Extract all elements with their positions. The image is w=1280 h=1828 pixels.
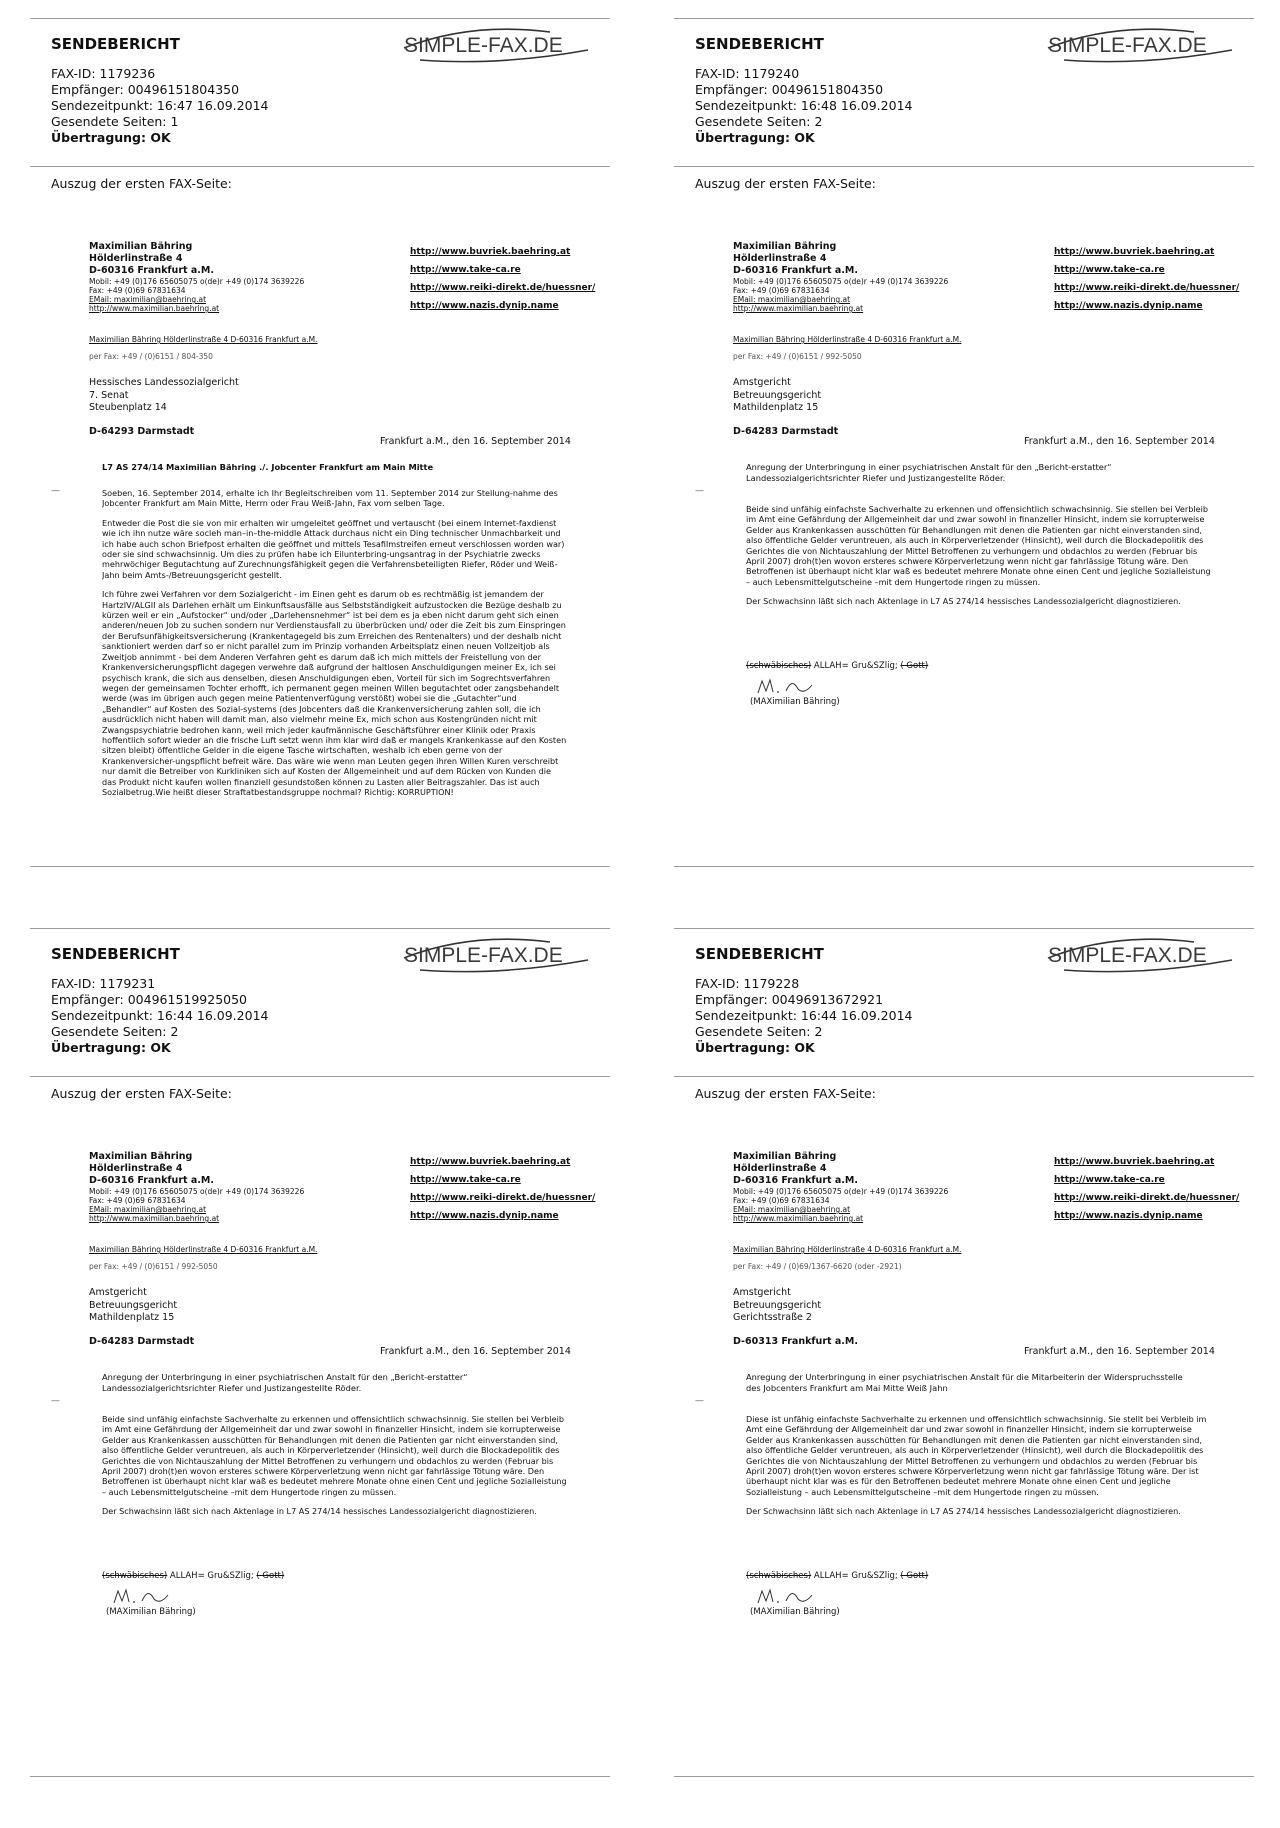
fax-report-4 (674, 928, 1280, 1828)
transfer-status: Übertragung: OK (695, 130, 815, 145)
pages-sent: Gesendete Seiten: 1 (51, 114, 179, 129)
closing-strike-1: (schwäbisches) (746, 1571, 812, 1581)
sender-name: Maximilian Bähring (89, 241, 193, 252)
simple-fax-logo (400, 26, 595, 64)
recipient-address (733, 1287, 821, 1325)
per-fax: per Fax: +49 / (0)6151 / 804-350 (89, 352, 213, 361)
sender-email: EMail: maximilian@baehring.at (89, 1205, 207, 1214)
recipient-line: Steubenplatz 14 (89, 402, 167, 413)
report-title: SENDEBERICHT (51, 35, 180, 53)
link-take-care: http://www.take-ca.re (410, 1175, 521, 1185)
recipient-city: D-64293 Darmstadt (89, 426, 195, 437)
link-reiki: http://www.reiki-direkt.de/huessner/ (410, 1193, 596, 1203)
sender-email: EMail: maximilian@baehring.at (89, 295, 207, 304)
simple-fax-logo (400, 936, 595, 974)
paragraph: Ich führe zwei Verfahren vor dem Sozialgericht - im Einen geht es darum ob es rechtmäßig ist jemandem der HartzIV/ALGII als Darlehen erhält um Einkunftsausfälle aus Selbstständigkeit aufzustocken die Bezüge deshalb zu kürzen weil er ein „Aufstocker“ und/oder „Darlehensnehmer“ ist bei dem es ja eben nicht darum geht sich einen anderen/neuen Job zu suchen sondern nur Verdienstausfall zu überbrücken und/ oder die Zeit bis zum Einspringen der Berufsunfähigkeitsversicherung (Krankentagegeld bis zum Erreichen des Rentenalters) und der deshalb nicht sanktioniert werden darf so er nicht parallel zum im Prinzip vorhanden Arbeitsplatz einen neuen Vollzeitjob als Zweitjob annimmt - bei dem Anderen Verfahren geht es darum daß ich mich mittels der Freistellung von der Krankenversicherungspflicht dagegen verwehre daß aufgrund der haltlosen Anschuldigungen meiner Ex, ich sei psychisch krank, die sich aus denselben, diesen Anschuldigungen eben, Vorteil für sich im Sogrechtsverfahren wegen der gemeinsamen Tochter erhofft, ich permanent gegen meinen Willen begutachtet oder zangsbehandelt werde (was im übrigen auch gegen meine Patientenverfügung verstößt) wobei sie die „Gutachter“und „Behandler“ auf Kosten des Sozial-systems (des Jobcenters daß die Krankenversicherung zahlen soll, die ich ausdrücklich nicht haben will damit man, also vielmehr meine Ex, mich schon aus Kostengründen nicht mit Zwangspsychiatrie bedrohen kann, weil mich jeder kaufmännische Geschäftsführer einer Klinik oder Praxis hoffentlich sofort wieder an die frische Luft setzt wenn ihm klar wird daß er mangels Krankenkasse auf den Kosten sitzen bleibt) öffentliche Gelder in die eigene Tasche wirtschaften, weshalb ich eben gerne von der Krankenversicher-ungspflicht befreit wäre. Das wäre wie wenn man Leuten gegen ihren Willen Kuren verschreibt nur damit die Betreiber von Kurkliniken sich auf Kosten der Allgemeinheit und auf dem Rücken von Kunden die das Produkt nicht kaufen wollen finanziell gesundstoßen können zu Lasten aller Beitragszahler. Das ist auch Sozialbetrug.Wie heißt dieser Straftatbestandsgruppe nochmal? Richtig: KORRUPTION! (102, 589, 567, 797)
sender-name: Maximilian Bähring (89, 1151, 193, 1162)
paragraph: Beide sind unfähig einfachste Sachverhalte zu erkennen und offensichtlich schwachsinnig. Sie stellen bei Verbleib im Amt eine Gefährdung der Allgemeinheit dar und zwar sowohl in finanzeller Hinsicht, indem sie korrupterweise Gelder aus Krankenkassen ausschütten für Behandlungen mit denen die Patienten gar nicht einverstanden sind, also öffentliche Gelder veruntreuen, als auch in Körperverletzender (Hinsicht), weil durch die Blockadepolitik des Gerichtes die von Nichtauszahlung der Mittel Betroffenen zu verhungern und obdachlos zu werden (Februar bis April 2007) droh(t)en wovon ersteres schwere Körperverletzung wenn nicht gar fahrlässige Tötung wäre. Den Betroffenen ist überhaupt nicht klar waß es bedeutet mehrere Monate ohne einen Cent und jegliche Sozialleistung – auch Lebensmittelgutscheine –mit dem Hungertode ringen zu müssen. (746, 504, 1211, 587)
recipient-line: Amstgericht (733, 377, 791, 388)
closing-strike-2: ( Gott) (900, 661, 929, 671)
logo-text: SIMPLE-FAX.DE (1048, 34, 1207, 57)
fax-report-1 (30, 18, 640, 918)
divider-bottom (674, 866, 1254, 867)
divider-mid (30, 1076, 610, 1077)
link-reiki: http://www.reiki-direkt.de/huessner/ (1054, 1193, 1240, 1203)
link-buvriek: http://www.buvriek.baehring.at (1054, 247, 1215, 257)
recipient-line: Betreuungsgericht (733, 1299, 822, 1311)
divider-mid (674, 1076, 1254, 1077)
fax-id: FAX-ID: 1179240 (695, 66, 800, 81)
sender-street: Hölderlinstraße 4 (733, 253, 827, 264)
recipient-city: D-60313 Frankfurt a.M. (733, 1336, 858, 1347)
return-address: Maximilian Bähring Hölderlinstraße 4 D-60316 Frankfurt a.M. (733, 1245, 962, 1254)
fax-report-3 (30, 928, 640, 1828)
signature-icon (754, 673, 824, 699)
sender-block (733, 241, 948, 313)
link-take-care: http://www.take-ca.re (410, 265, 521, 275)
recipient-number: Empfänger: 00496151804350 (695, 82, 884, 97)
letter-body (746, 1414, 1211, 1526)
sender-email: EMail: maximilian@baehring.at (733, 295, 851, 304)
per-fax: per Fax: +49 / (0)6151 / 992-5050 (733, 352, 862, 361)
divider-mid (30, 166, 610, 167)
recipient-address (89, 1287, 177, 1325)
excerpt-label: Auszug der ersten FAX-Seite: (695, 1086, 876, 1101)
divider-bottom (30, 866, 610, 867)
sender-mobil: Mobil: +49 (0)176 65605075 o(de)r +49 (0)174 3639226 (89, 277, 305, 286)
link-list (1054, 1153, 1239, 1225)
recipient-line: Gerichtsstraße 2 (733, 1312, 812, 1323)
letter-date: Frankfurt a.M., den 16. September 2014 (1024, 436, 1215, 447)
link-take-care: http://www.take-ca.re (1054, 1175, 1165, 1185)
link-buvriek: http://www.buvriek.baehring.at (410, 247, 571, 257)
sender-name: Maximilian Bähring (733, 1151, 837, 1162)
fold-mark: — (695, 1396, 704, 1406)
recipient-line: Amstgericht (733, 1287, 791, 1298)
letter-body (102, 488, 567, 860)
recipient-address (733, 377, 821, 415)
fax-meta (51, 66, 268, 146)
signature-icon (754, 1583, 824, 1609)
fax-report-2 (674, 18, 1280, 918)
paragraph: Der Schwachsinn läßt sich nach Aktenlage in L7 AS 274/14 hessisches Landessozialgericht diagnostizieren. (102, 1506, 537, 1517)
divider-top (674, 928, 1254, 929)
sender-street: Hölderlinstraße 4 (733, 1163, 827, 1174)
sender-fax: Fax: +49 (0)69 67831634 (89, 286, 186, 295)
fold-mark: — (51, 486, 60, 496)
send-time: Sendezeitpunkt: 16:47 16.09.2014 (51, 98, 269, 113)
excerpt-label: Auszug der ersten FAX-Seite: (695, 176, 876, 191)
sender-fax: Fax: +49 (0)69 67831634 (89, 1196, 186, 1205)
link-list (410, 243, 595, 315)
report-title: SENDEBERICHT (695, 945, 824, 963)
recipient-line: Betreuungsgericht (89, 1299, 178, 1311)
transfer-status: Übertragung: OK (695, 1040, 815, 1055)
recipient-line: Amstgericht (89, 1287, 147, 1298)
recipient-number: Empfänger: 00496151804350 (51, 82, 240, 97)
sender-web: http://www.maximilian.baehring.at (89, 1214, 220, 1223)
fax-meta (695, 66, 912, 146)
report-title: SENDEBERICHT (51, 945, 180, 963)
fax-meta (51, 976, 268, 1056)
signature-name: (MAXimilian Bähring) (750, 697, 840, 707)
recipient-line: Betreuungsgericht (733, 389, 822, 401)
return-address: Maximilian Bähring Hölderlinstraße 4 D-60316 Frankfurt a.M. (89, 1245, 318, 1254)
fax-meta (695, 976, 912, 1056)
fax-id: FAX-ID: 1179236 (51, 66, 156, 81)
sender-mobil: Mobil: +49 (0)176 65605075 o(de)r +49 (0)174 3639226 (89, 1187, 305, 1196)
divider-top (674, 18, 1254, 19)
link-reiki: http://www.reiki-direkt.de/huessner/ (410, 283, 596, 293)
closing-strike-2: ( Gott) (256, 1571, 285, 1581)
letter-subject: Anregung der Unterbringung in einer psychiatrischen Anstalt für den „Bericht-erstatter“ Landessozialgerichtsrichter Riefer und Justizangestellte Röder. (102, 1372, 468, 1393)
send-time: Sendezeitpunkt: 16:44 16.09.2014 (695, 1008, 913, 1023)
letter-date: Frankfurt a.M., den 16. September 2014 (380, 1346, 571, 1357)
divider-top (30, 18, 610, 19)
sender-block (89, 1151, 304, 1223)
sender-web: http://www.maximilian.baehring.at (733, 1214, 864, 1223)
paragraph: Der Schwachsinn läßt sich nach Aktenlage in L7 AS 274/14 hessisches Landessozialgericht diagnostizieren. (746, 596, 1181, 607)
sender-web: http://www.maximilian.baehring.at (733, 304, 864, 313)
closing-line (102, 1570, 284, 1582)
link-nazis: http://www.nazis.dynip.name (410, 1211, 559, 1221)
link-take-care: http://www.take-ca.re (1054, 265, 1165, 275)
divider-top (30, 928, 610, 929)
divider-bottom (30, 1776, 610, 1777)
logo-text: SIMPLE-FAX.DE (404, 34, 563, 57)
link-buvriek: http://www.buvriek.baehring.at (1054, 1157, 1215, 1167)
link-list (410, 1153, 595, 1225)
transfer-status: Übertragung: OK (51, 1040, 171, 1055)
closing-mid: ALLAH= Gru&SZlig; (167, 1571, 257, 1581)
sender-city: D-60316 Frankfurt a.M. (733, 1175, 858, 1186)
recipient-line: Hessisches Landessozialgericht (89, 377, 239, 388)
letter-body (746, 504, 1211, 616)
closing-line (746, 660, 928, 672)
sender-mobil: Mobil: +49 (0)176 65605075 o(de)r +49 (0)174 3639226 (733, 277, 949, 286)
sender-block (733, 1151, 948, 1223)
sender-web: http://www.maximilian.baehring.at (89, 304, 220, 313)
fold-mark: — (695, 486, 704, 496)
recipient-city: D-64283 Darmstadt (89, 1336, 195, 1347)
fax-id: FAX-ID: 1179231 (51, 976, 156, 991)
sender-block (89, 241, 304, 313)
link-nazis: http://www.nazis.dynip.name (1054, 301, 1203, 311)
signature-name: (MAXimilian Bähring) (750, 1607, 840, 1617)
closing-strike-2: ( Gott) (900, 1571, 929, 1581)
paragraph: Der Schwachsinn läßt sich nach Aktenlage in L7 AS 274/14 hessisches Landessozialgericht diagnostizieren. (746, 1506, 1181, 1517)
per-fax: per Fax: +49 / (0)69/1367-6620 (oder -2921) (733, 1262, 902, 1271)
divider-bottom (674, 1776, 1254, 1777)
sender-street: Hölderlinstraße 4 (89, 1163, 183, 1174)
letter-body (102, 1414, 567, 1526)
simple-fax-logo (1044, 26, 1239, 64)
excerpt-label: Auszug der ersten FAX-Seite: (51, 176, 232, 191)
pages-sent: Gesendete Seiten: 2 (695, 1024, 823, 1039)
sender-street: Hölderlinstraße 4 (89, 253, 183, 264)
report-title: SENDEBERICHT (695, 35, 824, 53)
send-time: Sendezeitpunkt: 16:44 16.09.2014 (51, 1008, 269, 1023)
sender-city: D-60316 Frankfurt a.M. (733, 265, 858, 276)
link-list (1054, 243, 1239, 315)
logo-text: SIMPLE-FAX.DE (404, 944, 563, 967)
link-buvriek: http://www.buvriek.baehring.at (410, 1157, 571, 1167)
pages-sent: Gesendete Seiten: 2 (51, 1024, 179, 1039)
recipient-city: D-64283 Darmstadt (733, 426, 839, 437)
recipient-number: Empfänger: 00496913672921 (695, 992, 884, 1007)
excerpt-label: Auszug der ersten FAX-Seite: (51, 1086, 232, 1101)
closing-mid: ALLAH= Gru&SZlig; (811, 661, 901, 671)
link-nazis: http://www.nazis.dynip.name (1054, 1211, 1203, 1221)
sender-city: D-60316 Frankfurt a.M. (89, 1175, 214, 1186)
simple-fax-logo (1044, 936, 1239, 974)
sender-name: Maximilian Bähring (733, 241, 837, 252)
pages-sent: Gesendete Seiten: 2 (695, 114, 823, 129)
closing-strike-1: (schwäbisches) (102, 1571, 168, 1581)
letter-subject: Anregung der Unterbringung in einer psychiatrischen Anstalt für die Mitarbeiterin der Widerspruchsstelle des Jobcenters Frankfurt am Mai Mitte Weiß Jahn (746, 1372, 1183, 1393)
recipient-line: Mathildenplatz 15 (89, 1312, 175, 1323)
logo-text: SIMPLE-FAX.DE (1048, 944, 1207, 967)
fax-id: FAX-ID: 1179228 (695, 976, 800, 991)
closing-mid: ALLAH= Gru&SZlig; (811, 1571, 901, 1581)
transfer-status: Übertragung: OK (51, 130, 171, 145)
recipient-line: Mathildenplatz 15 (733, 402, 819, 413)
letter-subject: Anregung der Unterbringung in einer psychiatrischen Anstalt für den „Bericht-erstatter“ Landessozialgerichtsrichter Riefer und Justizangestellte Röder. (746, 462, 1112, 483)
letter-subject: L7 AS 274/14 Maximilian Bähring ./. Jobcenter Frankfurt am Main Mitte (102, 462, 434, 472)
paragraph: Soeben, 16. September 2014, erhalte ich Ihr Begleitschreiben vom 11. September 2014 zur Stellung-nahme des Jobcenter Frankfurt am Main Mitte, Herrn oder Frau Weiß-Jahn, Fax vom selben Tage. (102, 488, 558, 509)
sender-city: D-60316 Frankfurt a.M. (89, 265, 214, 276)
paragraph: Entweder die Post die sie von mir erhalten wir umgeleitet geöffnet und vertauscht (bei einem Internet-faxdienst wie ich ihn nutze wäre socleh man–in–the-middle Attack durchaus nicht ein Ding technischer Unmachbarkeit und ich habe auch schon Briefpost erhalten die geöffnet und mittels Tesafilmstreifen erneut verschlossen worden war) oder sie sind schwachsinnig. Um dies zu prüfen habe ich Eilunterbring-ungsantrag in der Psychiatrie zwecks mehrwöchiger Begutachtung auf Zurechnungsfähigkeit gegen die Verfahrensbeteiligten Riefer, Röder und Weiß-Jahn beim Amts-/Betreuungsgericht gestellt. (102, 517, 565, 580)
link-reiki: http://www.reiki-direkt.de/huessner/ (1054, 283, 1240, 293)
signature-name: (MAXimilian Bähring) (106, 1607, 196, 1617)
sender-fax: Fax: +49 (0)69 67831634 (733, 286, 830, 295)
recipient-address (89, 377, 239, 415)
paragraph: Diese ist unfähig einfachste Sachverhalte zu erkennen und offensichtlich schwachsinnig. Sie stellt bei Verbleib im Amt eine Gefährdung der Allgemeinheit dar und zwar sowohl in finanzeller Hinsicht, indem sie korrupterweise Gelder aus Krankenkassen ausschütten für Behandlungen mit denen die Patienten gar nicht einverstanden sind, also öffentliche Gelder veruntreuen, als auch in Körperverletzender (Hinsicht), weil durch die Blockadepolitik des Gerichtes die von Nichtauszahlung der Mittel Betroffenen zu verhungern und obdachlos zu werden (Februar bis April 2007) droh(t)en wovon ersteres schwere Körperverletzung wenn nicht gar fahrlässige Tötung wäre. Der ist überhaupt nicht klar was es für den Betroffenen bedeutet mehrere Monate ohne einen Cent und jegliche Sozialleistung – auch Lebensmittelgutscheine –mit dem Hungertode ringen zu müssen. (746, 1414, 1207, 1497)
letter-date: Frankfurt a.M., den 16. September 2014 (380, 436, 571, 447)
recipient-line: 7. Senat (89, 389, 129, 401)
recipient-number: Empfänger: 004961519925050 (51, 992, 248, 1007)
sender-mobil: Mobil: +49 (0)176 65605075 o(de)r +49 (0)174 3639226 (733, 1187, 949, 1196)
divider-mid (674, 166, 1254, 167)
per-fax: per Fax: +49 / (0)6151 / 992-5050 (89, 1262, 218, 1271)
return-address: Maximilian Bähring Hölderlinstraße 4 D-60316 Frankfurt a.M. (89, 335, 318, 344)
fold-mark: — (51, 1396, 60, 1406)
closing-strike-1: (schwäbisches) (746, 661, 812, 671)
sender-fax: Fax: +49 (0)69 67831634 (733, 1196, 830, 1205)
letter-date: Frankfurt a.M., den 16. September 2014 (1024, 1346, 1215, 1357)
link-nazis: http://www.nazis.dynip.name (410, 301, 559, 311)
closing-line (746, 1570, 928, 1582)
send-time: Sendezeitpunkt: 16:48 16.09.2014 (695, 98, 913, 113)
return-address: Maximilian Bähring Hölderlinstraße 4 D-60316 Frankfurt a.M. (733, 335, 962, 344)
signature-icon (110, 1583, 180, 1609)
sender-email: EMail: maximilian@baehring.at (733, 1205, 851, 1214)
paragraph: Beide sind unfähig einfachste Sachverhalte zu erkennen und offensichtlich schwachsinnig. Sie stellen bei Verbleib im Amt eine Gefährdung der Allgemeinheit dar und zwar sowohl in finanzeller Hinsicht, indem sie korrupterweise Gelder aus Krankenkassen ausschütten für Behandlungen mit denen die Patienten gar nicht einverstanden sind, also öffentliche Gelder veruntreuen, als auch in Körperverletzender (Hinsicht), weil durch die Blockadepolitik des Gerichtes die von Nichtauszahlung der Mittel Betroffenen zu verhungern und obdachlos zu werden (Februar bis April 2007) droh(t)en wovon ersteres schwere Körperverletzung wenn nicht gar fahrlässige Tötung wäre. Den Betroffenen ist überhaupt nicht klar waß es bedeutet mehrere Monate ohne einen Cent und jegliche Sozialleistung – auch Lebensmittelgutscheine –mit dem Hungertode ringen zu müssen. (102, 1414, 567, 1497)
